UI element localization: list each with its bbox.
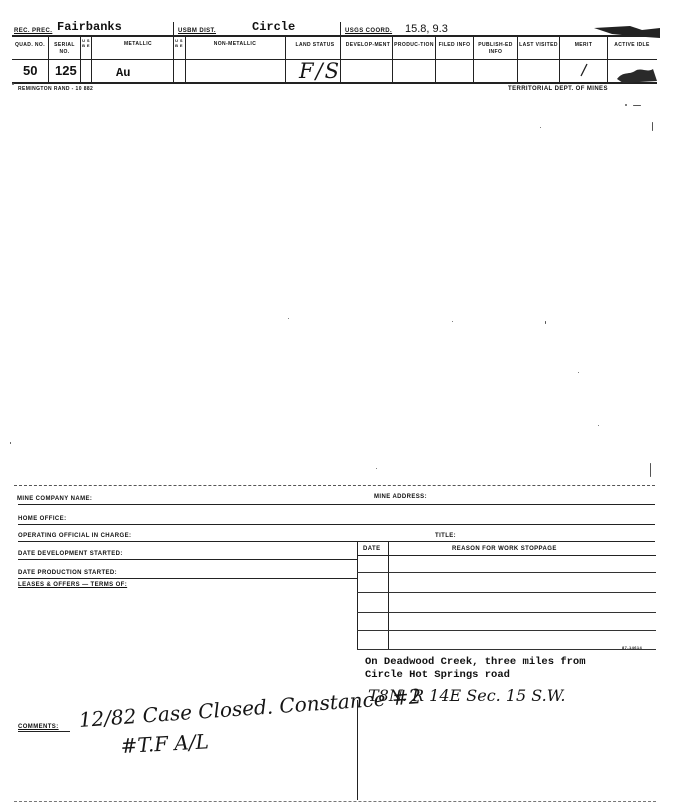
location-line-1: On Deadwood Creek, three miles from	[365, 656, 586, 668]
comments-line-1: 12/82 Case Closed. Constance #2	[78, 684, 423, 732]
stoppage-row-rule	[357, 612, 656, 613]
home-office-rule	[18, 524, 655, 525]
col-published-info: PUBLISH-ED INFO	[478, 42, 513, 55]
scan-speck	[288, 318, 289, 319]
scan-speck	[376, 468, 377, 469]
home-office-label: HOME OFFICE:	[18, 516, 67, 522]
col-usbe-1: U S B E	[82, 38, 90, 48]
stoppage-row-rule	[357, 630, 656, 631]
corner-smudge-top	[592, 18, 662, 40]
active-idle-scribble	[613, 61, 661, 85]
date-development-rule	[18, 559, 357, 560]
scan-speck	[633, 105, 641, 106]
usbm-dist-value: Circle	[252, 20, 296, 34]
stoppage-row-rule	[357, 592, 656, 593]
stoppage-left-border	[357, 541, 358, 649]
col-divider-nonmetallic	[285, 36, 286, 82]
scan-speck	[10, 442, 11, 444]
lower-top-dash-rule	[14, 485, 655, 486]
col-last-visited: LAST VISITED	[519, 42, 558, 48]
date-production-label: DATE PRODUCTION STARTED:	[18, 570, 118, 576]
stoppage-row-rule	[357, 649, 656, 650]
col-filed-info: FILED INFO	[438, 42, 471, 48]
location-line-2: Circle Hot Springs road	[365, 669, 510, 681]
stoppage-date-divider	[388, 541, 389, 649]
footer-department: TERRITORIAL DEPT. OF MINES	[508, 86, 608, 92]
rec-prec-label: REC. PREC.	[14, 28, 53, 34]
stoppage-row-rule	[357, 572, 656, 573]
value-metallic: Au	[116, 66, 131, 80]
stoppage-header-rule	[357, 555, 656, 556]
value-quad-no: 50	[23, 63, 38, 78]
col-usbe-2: U S B E	[175, 38, 183, 48]
scan-speck	[578, 372, 579, 373]
leases-label: LEASES & OFFERS — TERMS OF:	[18, 582, 128, 588]
footer-printer-code: REMINGTON RAND - 10 882	[18, 86, 94, 92]
date-production-rule	[18, 578, 357, 579]
mine-address-label: MINE ADDRESS:	[374, 494, 427, 500]
operating-official-rule	[18, 541, 655, 542]
operating-official-label: OPERATING OFFICIAL IN CHARGE:	[18, 533, 132, 539]
bottom-dash-rule	[14, 801, 656, 802]
col-serial-no: SERIAL NO.	[54, 42, 75, 55]
title-label: TITLE:	[435, 533, 457, 539]
scan-speck	[12, 83, 14, 85]
col-non-metallic: NON-METALLIC	[213, 41, 257, 47]
header-bottom-rule	[12, 35, 657, 37]
usbm-dist-label: USBM DIST.	[178, 28, 217, 34]
form-number: 87-14614	[622, 645, 643, 650]
comments-label: COMMENTS:	[18, 724, 59, 730]
date-development-label: DATE DEVELOPMENT STARTED:	[18, 551, 123, 557]
mine-company-rule	[18, 504, 655, 505]
col-production: PRODUC-TION	[394, 42, 434, 48]
col-development: DEVELOP-MENT	[345, 42, 391, 48]
comments-right-border	[357, 700, 358, 800]
stoppage-reason-col: REASON FOR WORK STOPPAGE	[452, 546, 557, 552]
usgs-coord-value: 15.8, 9.3	[405, 23, 448, 35]
col-land-status: LAND STATUS	[295, 42, 335, 48]
scan-speck	[452, 321, 453, 322]
scan-speck	[650, 463, 651, 477]
location-handwritten-legal: T8N. R 14E Sec. 15 S.W.	[368, 686, 566, 705]
scan-speck	[598, 425, 599, 426]
scan-speck	[545, 321, 546, 324]
scan-speck	[652, 122, 653, 131]
stoppage-date-col: DATE	[363, 546, 381, 552]
value-land-status: F/S	[299, 59, 342, 83]
col-metallic: METALLIC	[123, 41, 153, 47]
comments-rule	[18, 731, 70, 732]
value-serial-no: 125	[55, 63, 77, 78]
comments-line-2: #T.F A/L	[120, 729, 210, 758]
merit-tick-mark	[575, 60, 595, 80]
rec-prec-value: Fairbanks	[57, 20, 122, 34]
scan-speck	[625, 104, 627, 106]
col-active-idle: ACTIVE IDLE	[614, 42, 650, 48]
scan-speck	[540, 127, 541, 128]
col-merit: MERIT	[574, 42, 593, 48]
mine-company-name-label: MINE COMPANY NAME:	[17, 496, 93, 502]
col-quad-no: QUAD. NO.	[15, 42, 45, 48]
header-divider-1	[173, 22, 174, 82]
usgs-coord-label: USGS COORD.	[345, 28, 393, 34]
